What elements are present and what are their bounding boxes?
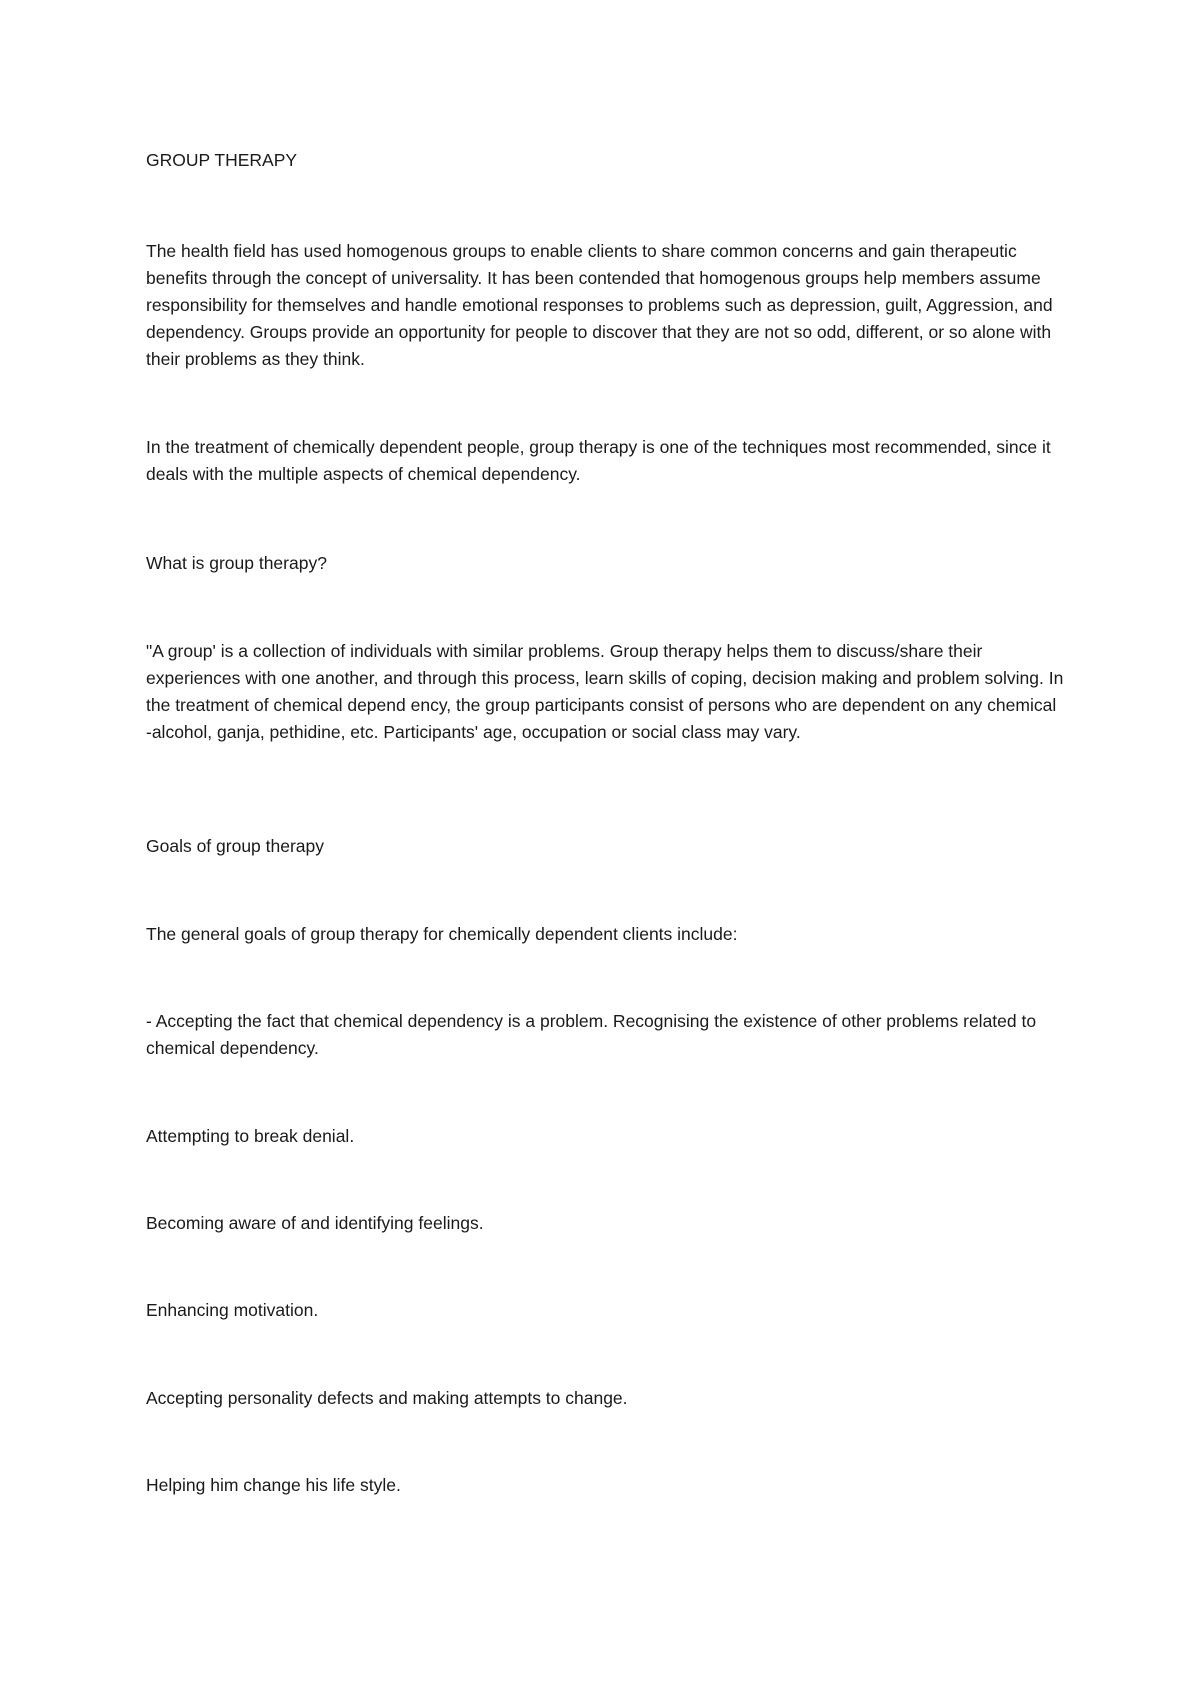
intro-paragraph-2: In the treatment of chemically dependent people, group therapy is one of the techniques most recommended, since it deals with the multiple aspects of chemical dependency. xyxy=(146,437,1051,484)
goal-item: Becoming aware of and identifying feelings. xyxy=(146,1213,484,1233)
goal-item: Attempting to break denial. xyxy=(146,1126,355,1146)
goal-item: Helping him change his life style. xyxy=(146,1475,401,1495)
heading-what-is-group-therapy: What is group therapy? xyxy=(146,553,327,573)
goal-item: Accepting personality defects and making attempts to change. xyxy=(146,1388,628,1408)
intro-paragraph-1: The health field has used homogenous groups to enable clients to share common concerns and gain therapeutic benefits through the concept of universality. It has been contended that homogenous groups help members assume responsibility for themselves and handle emotional responses to problems such as depression, guilt, Aggression, and dependency. Groups provide an opportunity for people to discover that they are not so odd, different, or so alone with their problems as they think. xyxy=(146,241,1053,369)
document-title: GROUP THERAPY xyxy=(146,150,298,170)
goal-item: - Accepting the fact that chemical dependency is a problem. Recognising the existence of other problems related to chemical dependency. xyxy=(146,1011,1037,1058)
goal-item: Enhancing motivation. xyxy=(146,1300,319,1320)
goals-intro: The general goals of group therapy for chemically dependent clients include: xyxy=(146,924,738,944)
definition-paragraph: "A group' is a collection of individuals with similar problems. Group therapy helps them to discuss/share their experiences with one another, and through this process, learn skills of coping, decision making and problem solving. In the treatment of chemical depend ency, the group participants consist of persons who are dependent on any chemical -alcohol, ganja, pethidine, etc. Participants' age, occupation or social class may vary. xyxy=(146,641,1064,742)
heading-goals: Goals of group therapy xyxy=(146,836,325,856)
